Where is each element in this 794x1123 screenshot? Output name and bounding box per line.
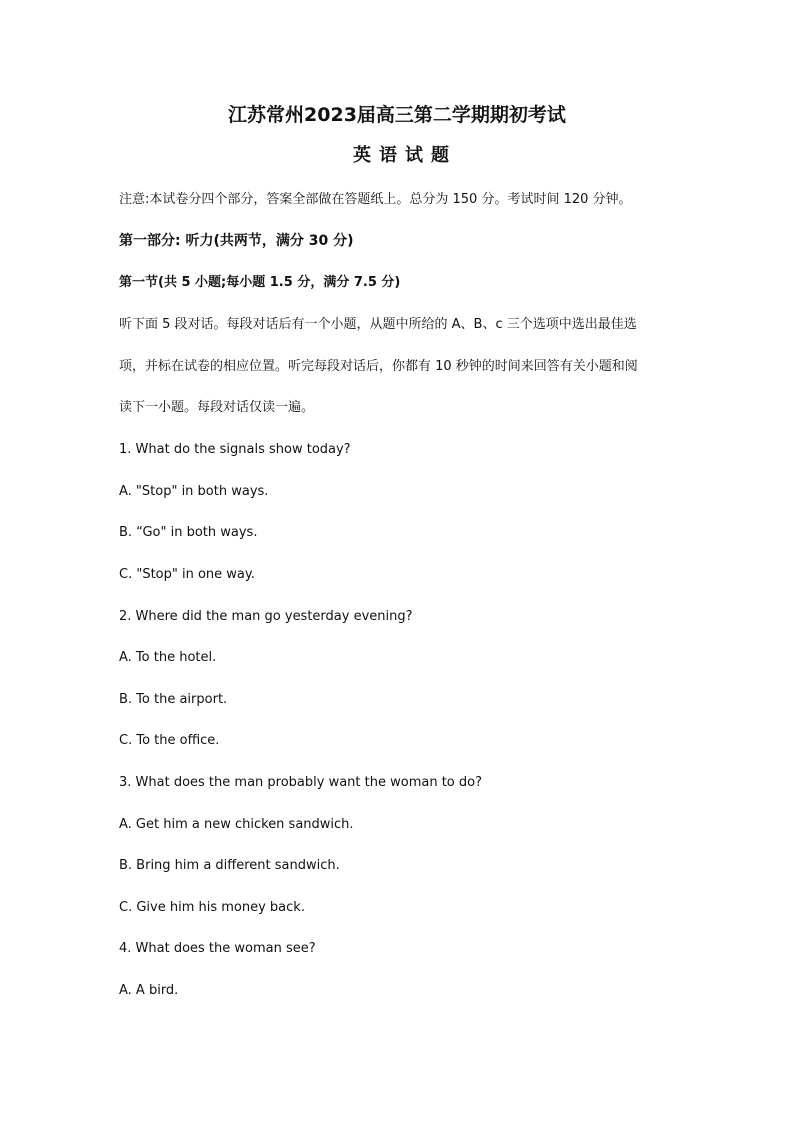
question-1-option-b: B. “Go" in both ways. — [119, 525, 258, 540]
question-1-option-c: C. "Stop" in one way. — [119, 567, 255, 582]
instruction-line: 听下面 5 段对话。每段对话后有一个小题，从题中所给的 A、B、c 三个选项中选出最佳选 — [119, 317, 637, 332]
question-stem-4: 4. What does the woman see? — [119, 941, 316, 956]
question-3-option-a: A. Get him a new chicken sandwich. — [119, 817, 354, 832]
question-stem-3: 3. What does the man probably want the woman to do? — [119, 775, 482, 790]
question-2-option-c: C. To the office. — [119, 733, 220, 748]
exam-subtitle: 英语试题 — [353, 145, 457, 166]
instruction-line: 读下一小题。每段对话仅读一遍。 — [119, 400, 315, 415]
instruction-line: 项，并标在试卷的相应位置。听完每段对话后，你都有 10 秒钟的时间来回答有关小题和阅 — [119, 359, 638, 374]
question-2-option-b: B. To the airport. — [119, 692, 228, 707]
section1-heading: 第一节(共 5 小题;每小题 1.5 分，满分 7.5 分) — [119, 275, 401, 290]
exam-notice: 注意:本试卷分四个部分，答案全部做在答题纸上。总分为 150 分。考试时间 120 分钟。 — [119, 192, 632, 207]
exam-title: 江苏常州2023届高三第二学期期初考试 — [228, 104, 566, 126]
question-2-option-a: A. To the hotel. — [119, 650, 217, 665]
question-4-option-a: A. A bird. — [119, 983, 179, 998]
question-1-option-a: A. "Stop" in both ways. — [119, 484, 269, 499]
part1-heading: 第一部分: 听力(共两节，满分 30 分) — [119, 233, 354, 249]
question-stem-1: 1. What do the signals show today? — [119, 442, 351, 457]
question-3-option-b: B. Bring him a different sandwich. — [119, 858, 340, 873]
question-3-option-c: C. Give him his money back. — [119, 900, 305, 915]
question-stem-2: 2. Where did the man go yesterday evening? — [119, 609, 413, 624]
